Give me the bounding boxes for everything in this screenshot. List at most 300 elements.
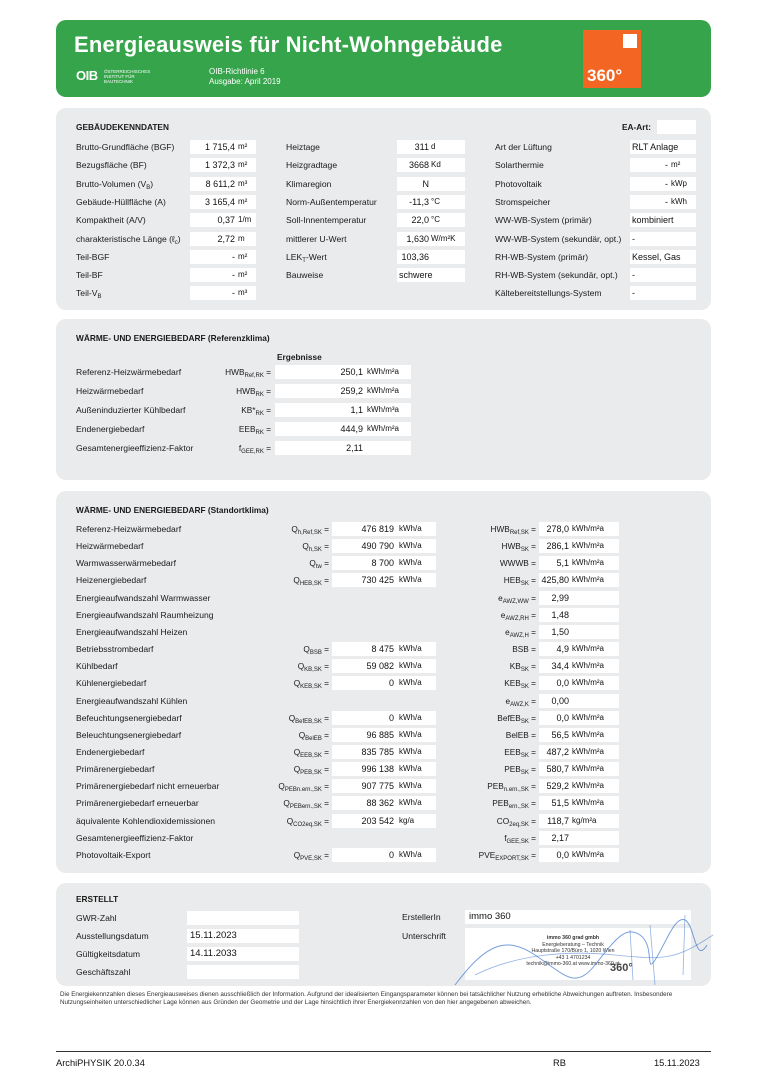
std-row-abs-value: 8 700	[371, 558, 394, 569]
ref-row-label: Gesamtenergieeffizienz-Faktor	[76, 443, 194, 453]
std-row-spec-field	[539, 728, 619, 742]
geb-col1-unit: m²	[238, 160, 248, 170]
stamp-email: technik@immo-360.at www.immo-360.at	[526, 961, 620, 967]
std-row-spec-unit: kWh/m²a	[572, 541, 604, 551]
std-symbol-spec-text: EEB	[504, 746, 521, 757]
std-symbol-abs-text: Q	[298, 729, 306, 740]
std-row-spec-value: 286,1	[546, 541, 569, 552]
geb-col2-value-field	[397, 250, 465, 264]
ref-symbol-subscript: GEE,RK	[241, 449, 264, 455]
std-row-spec-unit: kWh/m²a	[572, 524, 604, 533]
std-row-abs-value: 203 542	[361, 815, 394, 826]
geb-col3-label: WW-WB-System (primär)	[495, 215, 592, 226]
ref-row-symbol: $KB*_{RK}$ =	[241, 405, 271, 417]
std-row-abs-field	[332, 814, 436, 828]
geb-col2-value: -11,3	[409, 196, 429, 207]
std-row-symbol-spec: $PEB_{ern.,SK}$ =	[492, 798, 536, 811]
ref-row-value-field	[275, 441, 411, 455]
std-row-abs-value: 0	[388, 712, 394, 723]
std-symbol-abs-subscript: HEB,SK	[299, 581, 322, 588]
std-row-abs-field	[332, 848, 436, 862]
ref-row-value: 250,1	[340, 367, 363, 377]
std-symbol-abs-subscript: KEB,SK	[300, 684, 322, 691]
std-row-spec-value: 0,00	[551, 695, 569, 706]
geb-col3-value: -	[665, 196, 668, 207]
std-row-label: Energieaufwandszahl Heizen	[76, 626, 188, 637]
ref-row-value-field	[275, 384, 411, 398]
std-symbol-spec-subscript: SK	[520, 718, 529, 725]
std-symbol-spec-subscript: AWZ,K	[510, 701, 529, 708]
std-row-spec-field	[539, 539, 619, 553]
std-row-spec-unit: kWh/m²a	[572, 712, 604, 722]
std-row-spec-field	[539, 676, 619, 690]
erstellt-row-label: GWR-Zahl	[76, 913, 117, 923]
geb-col1-value: 1 372,3	[204, 160, 235, 171]
geb-col1-label-subscript: c	[174, 239, 178, 246]
ref-symbol-subscript: Ref,RK	[244, 373, 264, 379]
std-row-symbol-spec: $PEB_{SK}$ =	[504, 764, 536, 777]
geb-col2-value: schwere	[399, 270, 433, 281]
std-symbol-abs-subscript: KB,SK	[304, 667, 322, 674]
std-row-symbol-spec: $e_{AWZ,WW}$ =	[498, 592, 536, 605]
geb-col2-label-text: mittlerer U-Wert	[286, 233, 347, 244]
std-symbol-spec-text: HWB	[490, 524, 510, 534]
print-date: 15.11.2023	[654, 1058, 700, 1068]
geb-col1-label-text: charakteristische Länge (ℓ	[76, 233, 175, 244]
geb-col3-value: -	[632, 233, 635, 244]
std-row-spec-value: 278,0	[546, 524, 569, 534]
geb-col3-value: -	[665, 160, 668, 171]
stamp-phone: +43 1 4701234	[555, 954, 591, 961]
std-row-label: Energieaufwandszahl Raumheizung	[76, 609, 214, 620]
geb-col3-label: Photovoltaik	[495, 178, 542, 189]
std-symbol-abs-subscript: BSB	[309, 650, 322, 657]
std-row-spec-value: 487,2	[546, 746, 569, 757]
std-row-abs-value: 835 785	[361, 746, 394, 757]
geb-col3-value-field	[630, 158, 696, 172]
std-row-spec-field	[539, 659, 619, 673]
section-title-standort: WÄRME- UND ENERGIEBEDARF (Standortklima)	[76, 505, 269, 515]
std-row-symbol-abs: $Q_{h,SK}$ =	[302, 541, 329, 554]
std-row-spec-field	[539, 762, 619, 776]
geb-col2-unit: Kd	[431, 160, 441, 170]
geb-col1-value: -	[232, 288, 235, 299]
geb-col1-label-text: Brutto-Volumen (V	[76, 178, 147, 189]
geb-col1-label	[76, 252, 109, 262]
std-row-abs-value: 96 885	[366, 729, 394, 740]
stamp-360-logo: 360°	[610, 962, 633, 974]
referenzklima-panel	[56, 319, 711, 480]
std-row-symbol-abs: $Q_{tw}$ =	[309, 558, 329, 571]
geb-col1-unit: m	[238, 233, 245, 243]
geb-col2-label-text: Bauweise	[286, 270, 324, 281]
std-row-symbol-spec: WWWB =	[499, 558, 536, 569]
std-row-abs-value: 59 082	[366, 661, 394, 672]
std-row-spec-field	[539, 591, 619, 605]
geb-col3-value-field	[630, 250, 696, 264]
std-row-abs-unit: kWh/a	[399, 712, 422, 722]
std-symbol-spec-subscript: AWZ,WW	[502, 598, 529, 605]
geb-col2-value-field	[397, 158, 465, 172]
std-row-abs-value: 730 425	[361, 575, 394, 586]
ref-row-value-field	[275, 403, 411, 417]
std-row-symbol-spec: $e_{AWZ,RH}$ =	[500, 609, 536, 622]
std-symbol-abs-text: Q	[293, 678, 301, 689]
std-row-abs-field	[332, 779, 436, 793]
geb-col3-value: kombiniert	[632, 215, 674, 226]
std-row-spec-unit: kWh/m²a	[572, 678, 604, 688]
guideline-edition: Ausgabe: April 2019	[209, 77, 281, 86]
ref-row-unit: kWh/m²a	[367, 386, 399, 395]
ref-symbol-subscript: RK	[255, 430, 264, 436]
std-row-symbol-abs: $Q_{BSB}$ =	[303, 644, 329, 657]
std-row-symbol-abs: $Q_{CO2eq,SK}$ =	[286, 815, 329, 828]
ref-symbol-text: EEB	[238, 424, 256, 434]
std-symbol-spec-text: PVE	[478, 849, 496, 860]
std-row-abs-value: 996 138	[361, 764, 394, 775]
std-row-symbol-spec: BelEB =	[505, 729, 536, 740]
std-symbol-spec-text: KB	[509, 661, 521, 672]
geb-col1-label-text: Teil-BGF	[76, 251, 110, 262]
std-row-abs-field	[332, 556, 436, 570]
geb-col2-value: 103,36	[401, 251, 429, 262]
std-symbol-spec-subscript: SK	[520, 684, 529, 691]
std-symbol-spec-subscript: 2eq,SK	[509, 821, 529, 828]
geb-col1-unit: m³	[238, 178, 248, 188]
geb-col1-label	[76, 270, 103, 280]
std-row-spec-value: 529,2	[546, 781, 569, 792]
std-row-symbol-spec: BSB =	[512, 644, 536, 655]
std-row-abs-unit: kWh/a	[399, 764, 422, 774]
std-symbol-abs-subscript: h,SK	[308, 547, 322, 554]
ref-symbol-text: KB*	[241, 405, 256, 415]
std-symbol-abs-subscript: h,Ref,SK	[297, 530, 322, 536]
std-row-spec-unit: kWh/m²a	[572, 849, 604, 859]
ref-symbol-text: HWB	[236, 386, 256, 396]
std-symbol-spec-subscript: ern.,SK	[508, 804, 529, 811]
bottom-rule	[56, 1051, 711, 1052]
ref-row-unit: kWh/m²a	[367, 424, 399, 433]
geb-col3-value-field	[630, 286, 696, 300]
std-row-symbol-spec: $HWB_{Ref,SK}$ =	[490, 524, 536, 536]
geb-col2-value-field	[397, 232, 465, 246]
std-symbol-abs-text: Q	[278, 781, 285, 792]
ea-art-label: EA-Art:	[622, 122, 652, 132]
std-symbol-spec-text: PEB	[492, 798, 509, 809]
geb-col3-value-field	[630, 195, 696, 209]
std-row-spec-field	[539, 625, 619, 639]
std-row-symbol-spec: $PEB_{n.ern.,SK}$ =	[487, 781, 536, 794]
geb-col1-label-text: Bezugsfläche (BF)	[76, 160, 147, 171]
std-row-symbol-abs: $Q_{BefEB,SK}$ =	[288, 712, 329, 725]
ref-row-label: Referenz-Heizwärmebedarf	[76, 367, 182, 377]
std-row-symbol-abs: $Q_{KEB,SK}$ =	[293, 678, 329, 691]
geb-col2-label-subscript: T	[302, 257, 306, 264]
logo-text: 360°	[587, 66, 623, 85]
std-row-spec-value: 34,4	[551, 661, 569, 672]
std-row-abs-unit: kg/a	[399, 815, 415, 825]
std-row-symbol-spec: $e_{AWZ,K}$ =	[505, 695, 536, 708]
std-row-label: Primärenergiebedarf nicht erneuerbar	[76, 781, 220, 792]
std-row-abs-field	[332, 539, 436, 553]
geb-col1-value: 8 611,2	[205, 178, 235, 189]
std-symbol-spec-subscript: AWZ,H	[509, 632, 529, 639]
std-row-abs-value: 0	[388, 849, 394, 860]
geb-col3-unit: kWh	[671, 196, 687, 206]
geb-col1-label	[76, 288, 102, 300]
ref-symbol-text: f	[238, 443, 242, 453]
geb-col1-label-text: Brutto-Grundfläche (BGF)	[76, 142, 175, 152]
geb-col1-value-field	[190, 268, 256, 282]
geb-col1-value: -	[232, 251, 235, 262]
std-row-spec-value: 118,7	[547, 815, 569, 826]
geb-col2-value-field	[397, 268, 465, 282]
std-symbol-abs-text: Q	[291, 524, 298, 534]
std-row-label: Photovoltaik-Export	[76, 849, 151, 860]
std-row-abs-field	[332, 522, 436, 536]
geb-col2-value: N	[422, 178, 429, 189]
geb-col3-value: -	[632, 270, 635, 281]
std-row-symbol-spec: BefEB$_{SK}$ =	[497, 712, 536, 725]
ref-row-value: 444,9	[340, 424, 363, 434]
section-title-referenz: WÄRME- UND ENERGIEBEDARF (Referenzklima)	[76, 333, 270, 343]
std-row-spec-unit: kg/m²a	[572, 815, 597, 825]
std-row-abs-unit: kWh/a	[399, 849, 422, 859]
std-row-abs-field	[332, 745, 436, 759]
std-row-symbol-spec: $KEB_{SK}$ =	[504, 678, 536, 691]
std-row-label: Kühlenergiebedarf	[76, 678, 147, 689]
std-row-abs-field	[332, 573, 436, 587]
geb-col1-value-field	[190, 195, 256, 209]
geb-col3-value: -	[665, 178, 668, 189]
geb-col1-value-field	[190, 158, 256, 172]
std-row-abs-field	[332, 728, 436, 742]
geb-col2-label	[286, 197, 377, 207]
geb-col1-label-suffix: )	[150, 178, 154, 189]
unterschrift-label: Unterschrift	[402, 931, 446, 941]
std-row-label: äquivalente Kohlendioxidemissionen	[76, 815, 216, 826]
geb-col2-unit: d	[431, 142, 436, 151]
std-symbol-abs-text: Q	[293, 849, 301, 860]
geb-col1-value: 0,37	[217, 215, 235, 226]
geb-col1-label-subscript: B	[97, 294, 102, 301]
geb-col3-value: -	[632, 288, 635, 299]
ref-row-label: Endenergiebedarf	[76, 424, 145, 434]
std-row-spec-unit: kWh/m²a	[572, 781, 604, 791]
std-symbol-spec-text: HWB	[501, 541, 521, 552]
erstellt-row-value	[187, 911, 299, 925]
oib-logo: OIB	[76, 68, 98, 83]
std-symbol-abs-text: Q	[302, 541, 309, 552]
oib-institute-name: ÖSTERREICHISCHES INSTITUT FÜR BAUTECHNIK	[104, 69, 151, 84]
std-symbol-abs-text: Q	[297, 661, 305, 672]
geb-col2-label-text: Soll-Innentemperatur	[286, 215, 367, 226]
std-row-symbol-abs: $Q_{PEB,SK}$ =	[293, 764, 329, 777]
std-row-symbol-abs: $Q_{KB,SK}$ =	[297, 661, 329, 674]
geb-col1-value-field	[190, 250, 256, 264]
geb-col2-label-text: Norm-Außentemperatur	[286, 196, 377, 207]
std-row-label: Befeuchtungsenergiebedarf	[76, 712, 182, 723]
std-row-spec-field	[539, 556, 619, 570]
std-row-label: Referenz-Heizwärmebedarf	[76, 524, 182, 534]
geb-col2-value-field	[397, 195, 465, 209]
std-symbol-spec-text: PEB	[487, 781, 504, 792]
std-row-label: Heizenergiebedarf	[76, 575, 147, 586]
erstellt-row-label: Gültigkeitsdatum	[76, 949, 141, 959]
std-row-spec-value: 0,0	[556, 849, 569, 860]
geb-col2-label	[286, 160, 337, 170]
std-row-spec-unit: kWh/m²a	[572, 661, 604, 671]
std-symbol-spec-subscript: GEE,SK	[506, 838, 529, 845]
std-row-abs-field	[332, 676, 436, 690]
geb-col2-value: 3668	[408, 160, 429, 171]
immo360-logo	[583, 30, 641, 88]
std-row-abs-field	[332, 762, 436, 776]
geb-col1-unit: m²	[238, 196, 248, 206]
std-row-label: Primärenergiebedarf	[76, 764, 155, 775]
std-symbol-abs-subscript: BefEB,SK	[295, 718, 322, 725]
handwritten-signature	[445, 905, 720, 995]
std-symbol-spec-text: HEB	[503, 575, 521, 586]
std-row-spec-unit: kWh/m²a	[572, 798, 604, 808]
ref-row-symbol: $HWB_{RK}$ =	[236, 386, 271, 398]
std-symbol-spec-subscript: AWZ,RH	[505, 615, 529, 622]
std-symbol-spec-text: f	[504, 832, 507, 843]
std-row-abs-unit: kWh/a	[399, 524, 422, 533]
std-row-spec-field	[539, 814, 619, 828]
std-row-label: Energieaufwandszahl Kühlen	[76, 695, 188, 706]
stamp-company: immo 360 grad gmbh	[546, 935, 600, 941]
geb-col1-label	[76, 142, 174, 152]
std-row-spec-field	[539, 711, 619, 725]
geb-col1-unit: m²	[238, 142, 248, 151]
std-row-abs-value: 0	[388, 678, 394, 689]
geb-col2-label	[286, 252, 327, 264]
std-row-spec-value: 1,50	[551, 626, 569, 637]
geb-col1-value: 1 715,4	[204, 142, 235, 152]
geb-col1-label-text: Teil-BF	[76, 270, 103, 281]
std-symbol-spec-text: e	[505, 695, 511, 706]
ref-row-value-field	[275, 422, 411, 436]
std-row-abs-value: 490 790	[361, 541, 394, 552]
std-row-spec-value: 4,9	[556, 644, 569, 655]
ref-symbol-subscript: RK	[255, 392, 264, 398]
oib-guideline	[209, 67, 281, 87]
std-row-spec-field	[539, 745, 619, 759]
std-row-spec-field	[539, 831, 619, 845]
std-row-symbol-spec: $f_{GEE,SK}$ =	[504, 832, 536, 845]
ref-row-symbol: $EEB_{RK}$ =	[238, 424, 271, 436]
std-row-abs-unit: kWh/a	[399, 661, 422, 671]
std-row-spec-field	[539, 608, 619, 622]
geb-col3-value-field	[630, 177, 696, 191]
ref-row-value-field	[275, 365, 411, 379]
std-row-label: Heizwärmebedarf	[76, 541, 144, 552]
geb-col3-unit: m²	[671, 160, 681, 170]
std-symbol-spec-text: BelEB	[505, 729, 529, 740]
std-row-spec-value: 0,0	[556, 678, 569, 689]
std-symbol-spec-subscript: SK	[520, 547, 529, 554]
geb-col3-label: WW-WB-System (sekundär, opt.)	[495, 233, 622, 244]
geb-col1-label-text: Teil-V	[76, 288, 98, 299]
geb-col2-value: 1,630	[406, 233, 429, 244]
std-row-symbol-abs: $Q_{PEBern.,SK}$ =	[283, 798, 329, 811]
geb-col1-value: -	[232, 270, 235, 281]
std-row-spec-value: 580,7	[546, 764, 569, 775]
geb-col2-label	[286, 215, 366, 225]
std-row-abs-unit: kWh/a	[399, 781, 422, 791]
geb-col2-label	[286, 234, 346, 244]
geb-col1-unit: m²	[238, 270, 248, 280]
geb-col3-value-field	[630, 232, 696, 246]
std-row-symbol-abs: $Q_{EEB,SK}$ =	[293, 746, 329, 759]
std-symbol-spec-text: WWWB	[499, 558, 529, 569]
std-row-symbol-spec: $PVE_{EXPORT,SK}$ =	[478, 849, 536, 862]
std-row-symbol-spec: $e_{AWZ,H}$ =	[505, 626, 536, 639]
std-symbol-abs-subscript: PEB,SK	[300, 770, 322, 777]
geb-col1-unit: 1/m	[238, 215, 252, 225]
geb-col3-value: RLT Anlage	[632, 142, 679, 152]
std-symbol-abs-text: Q	[293, 746, 301, 757]
geb-col2-unit: °C	[431, 215, 440, 225]
stamp-address: Hauptstraße 170/Büro 1, 1020 Wien	[531, 948, 615, 954]
std-row-abs-field	[332, 642, 436, 656]
std-row-spec-unit: kWh/m²a	[572, 729, 604, 739]
std-row-spec-unit: kWh/m²a	[572, 764, 604, 774]
std-symbol-spec-text: e	[498, 592, 503, 603]
geb-col3-value-field	[630, 213, 696, 227]
std-row-abs-unit: kWh/a	[399, 678, 422, 688]
geb-col3-label: Kältebereitstellungs-System	[495, 288, 602, 299]
std-symbol-abs-text: Q	[309, 558, 316, 569]
std-row-spec-value: 0,0	[556, 712, 569, 723]
std-row-spec-value: 51,5	[551, 798, 569, 809]
std-row-symbol-abs: $Q_{HEB,SK}$ =	[293, 575, 329, 588]
ref-row-label: Heizwärmebedarf	[76, 386, 144, 396]
std-row-spec-field	[539, 779, 619, 793]
std-row-label: Endenergiebedarf	[76, 746, 145, 757]
std-row-spec-field	[539, 573, 619, 587]
std-row-abs-unit: kWh/a	[399, 729, 422, 739]
std-symbol-spec-text: BefEB	[497, 712, 521, 723]
document-title: Energieausweis für Nicht-Wohngebäude	[74, 32, 503, 57]
erstellerin-field: immo 360	[465, 910, 691, 924]
geb-col2-value-field	[397, 140, 465, 154]
geb-col1-value: 2,72	[217, 233, 235, 244]
std-row-abs-unit: kWh/a	[399, 644, 422, 654]
std-row-symbol-spec: $HWB_{SK}$ =	[501, 541, 536, 554]
std-row-label: Betriebsstrombedarf	[76, 644, 154, 655]
std-row-label: Energieaufwandszahl Warmwasser	[76, 592, 211, 603]
ea-art-field	[657, 120, 696, 134]
std-symbol-abs-text: Q	[286, 815, 294, 826]
std-row-spec-value: 2,17	[551, 832, 569, 843]
geb-col1-value-field	[190, 177, 256, 191]
std-symbol-spec-text: e	[500, 609, 506, 620]
ref-row-value: 259,2	[340, 386, 363, 396]
stamp-service: Energieberatung – Technik	[542, 941, 604, 948]
std-symbol-spec-subscript: Ref,SK	[509, 530, 529, 536]
std-symbol-spec-text: PEB	[504, 764, 521, 775]
std-row-spec-field	[539, 522, 619, 536]
geb-col3-label: RH-WB-System (primär)	[495, 251, 589, 262]
std-row-label: Gesamtenergieeffizienz-Faktor	[76, 832, 194, 843]
ref-row-symbol: $f_{GEE,RK}$ =	[238, 443, 271, 455]
std-row-abs-value: 476 819	[361, 524, 394, 534]
erstellt-row-label: Geschäftszahl	[76, 967, 131, 977]
geb-col3-label: Solarthermie	[495, 160, 544, 171]
std-symbol-abs-text: Q	[283, 798, 290, 809]
